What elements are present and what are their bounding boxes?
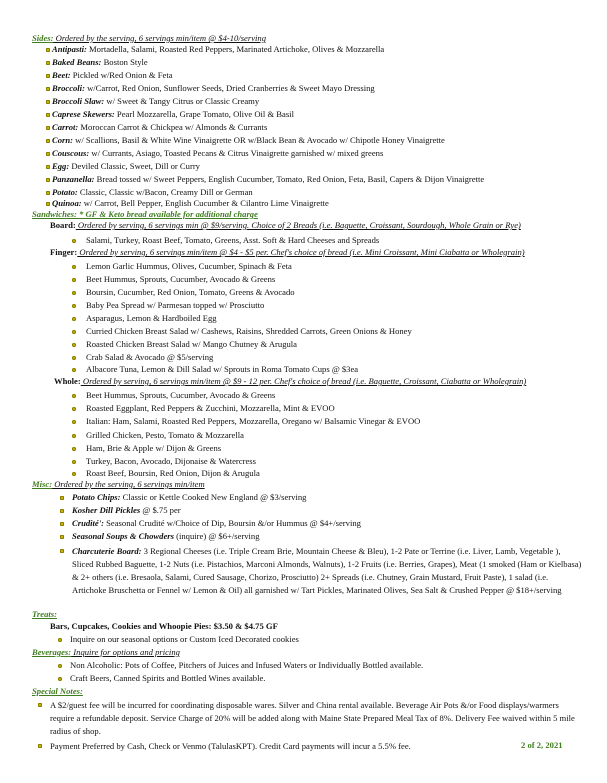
misc-item-desc: Seasonal Crudité w/Choice of Dip, Boursin &/or Hummus @ $4+/serving xyxy=(104,518,361,528)
misc-header: Misc: xyxy=(32,479,53,489)
side-item-name: Quinoa: xyxy=(52,198,82,208)
whole-item: Roasted Eggplant, Red Peppers & Zucchini, Mozzarella, Mint & EVOO xyxy=(86,403,335,413)
side-item-name: Couscous: xyxy=(52,148,90,158)
side-item-desc: w/Carrot, Red Onion, Sunflower Seeds, Dried Cranberries & Sweet Mayo Dressing xyxy=(84,83,375,93)
whole-line xyxy=(54,376,526,387)
side-item-name: Carrot: xyxy=(52,122,79,132)
bullet-icon xyxy=(72,330,76,334)
bullet-icon xyxy=(46,139,50,143)
side-item xyxy=(52,70,173,81)
misc-item xyxy=(72,492,306,503)
side-item-desc: Moroccan Carrot & Chickpea w/ Almonds & Currants xyxy=(78,122,268,132)
bullet-icon xyxy=(72,434,76,438)
finger-item: Boursin, Cucumber, Red Onion, Tomato, Greens & Avocado xyxy=(86,287,295,297)
misc-item-desc: @ $.75 per xyxy=(140,505,181,515)
side-item-name: Caprese Skewers: xyxy=(52,109,115,119)
side-item-name: Broccoli: xyxy=(52,83,85,93)
side-item xyxy=(52,161,200,172)
misc-item-name: Charcuterie Board: xyxy=(72,546,142,556)
beverages-header-line xyxy=(32,647,180,658)
bullet-icon xyxy=(46,100,50,104)
bullet-icon xyxy=(72,394,76,398)
bullet-icon xyxy=(72,291,76,295)
bullet-icon xyxy=(60,549,64,553)
side-item-desc: Boston Style xyxy=(101,57,148,67)
misc-item-name: Kosher Dill Pickles xyxy=(72,505,141,515)
side-item xyxy=(52,135,445,146)
side-item xyxy=(52,57,148,68)
misc-item-desc: Classic or Kettle Cooked New England @ $3/serving xyxy=(120,492,307,502)
bullet-icon xyxy=(46,87,50,91)
bullet-icon xyxy=(72,420,76,424)
bullet-icon xyxy=(38,744,42,748)
side-item-name: Egg: xyxy=(52,161,70,171)
special-note-item: Payment Preferred by Cash, Check or Venmo (TalulasKPT). Credit Card payments will incur a 5.5% fee. xyxy=(50,741,411,751)
bullet-icon xyxy=(72,317,76,321)
misc-item-name: Potato Chips: xyxy=(72,492,121,502)
misc-item-desc: 3 Regional Cheeses (i.e. Triple Cream Brie, Mountain Cheese & Bleu), 1-2 Pate or Terrine (i.e. Liver, Lamb, Vegetable ), Sliced Rubbed Baguette, 1-2 Nuts (i.e. Pistachios, Marconi Almonds, Walnuts), 1-2 Fruits (i.e. Berries, Grapes), Meat (1 smoked (Ham or Kielbasa) & 2+ others (i.e. Bresaola, Salami, Cured Sausage, Chorizo, Prosciutto) 2+ Spreads (i.e. Chutney, Grain Mustard, Fruit Paste), 1 salad (i.e. Artichoke Bruschetta or Fennel w/ Lemon & Oil) all garnished w/ Tart Pickles, Marinated Olives, Sea Salt & Crushed Pepper @ $18+/serving xyxy=(72,546,582,595)
misc-item xyxy=(72,531,260,542)
side-item-desc: Mortadella, Salami, Roasted Red Peppers, Marinated Artichoke, Olives & Mozzarella xyxy=(86,44,385,54)
bullet-icon xyxy=(72,447,76,451)
bullet-icon xyxy=(72,278,76,282)
misc-item xyxy=(72,518,361,529)
bullet-icon xyxy=(46,165,50,169)
bullet-icon xyxy=(60,535,64,539)
side-item-desc: Pearl Mozzarella, Grape Tomato, Olive Oil & Basil xyxy=(114,109,294,119)
bullet-icon xyxy=(60,522,64,526)
finger-line xyxy=(50,247,525,258)
misc-item-name: Crudité': xyxy=(72,518,104,528)
whole-label: Whole: xyxy=(54,376,81,386)
bullet-icon xyxy=(46,61,50,65)
bullet-icon xyxy=(72,407,76,411)
whole-item: Italian: Ham, Salami, Roasted Red Peppers, Mozzarella, Oregano w/ Balsamic Vinegar & EVOO xyxy=(86,416,421,426)
bullet-icon xyxy=(72,472,76,476)
bullet-icon xyxy=(60,509,64,513)
bullet-icon xyxy=(46,202,50,206)
bullet-icon xyxy=(46,74,50,78)
treats-header-line xyxy=(32,609,57,620)
board-label: Board: xyxy=(50,220,76,230)
misc-item-name: Seasonal Soups & Chowders xyxy=(72,531,174,541)
whole-item: Beet Hummus, Sprouts, Cucumber, Avocado & Greens xyxy=(86,390,276,400)
side-item-name: Beet: xyxy=(52,70,71,80)
bullet-icon xyxy=(72,265,76,269)
bullet-icon xyxy=(58,677,62,681)
bullet-icon xyxy=(72,239,76,243)
bullet-icon xyxy=(38,703,42,707)
bullet-icon xyxy=(72,304,76,308)
bullet-icon xyxy=(46,178,50,182)
whole-note: Ordered by serving, 6 servings min/item @ $9 - 12 per. Chef's choice of bread (i.e. Baguette, Croissant, Ciabatta or Wholegrain) xyxy=(80,376,527,386)
side-item xyxy=(52,187,253,198)
side-item xyxy=(52,96,259,107)
side-item xyxy=(52,174,484,185)
treats-header: Treats: xyxy=(32,609,57,619)
whole-item: Ham, Brie & Apple w/ Dijon & Greens xyxy=(86,443,222,453)
side-item xyxy=(52,122,267,133)
bullet-icon xyxy=(72,356,76,360)
bullet-icon xyxy=(46,113,50,117)
bullet-icon xyxy=(72,460,76,464)
bullet-icon xyxy=(58,664,62,668)
whole-item: Grilled Chicken, Pesto, Tomato & Mozzarella xyxy=(86,430,244,440)
finger-item: Crab Salad & Avocado @ $5/serving xyxy=(86,352,214,362)
bullet-icon xyxy=(46,152,50,156)
side-item-desc: w/ Carrot, Bell Pepper, English Cucumber & Cilantro Lime Vinaigrette xyxy=(81,198,329,208)
side-item xyxy=(52,83,375,94)
board-item: Salami, Turkey, Roast Beef, Tomato, Greens, Asst. Soft & Hard Cheeses and Spreads xyxy=(86,235,380,245)
bullet-icon xyxy=(46,191,50,195)
side-item-desc: Classic, Classic w/Bacon, Creamy Dill or German xyxy=(77,187,253,197)
beverages-header: Beverages: xyxy=(32,647,72,657)
misc-item xyxy=(72,505,181,516)
sandwiches-header: Sandwiches: * GF & Keto bread available for additional charge xyxy=(32,209,258,219)
treats-line1: Bars, Cupcakes, Cookies and Whoopie Pies: $3.50 & $4.75 GF xyxy=(50,621,278,631)
side-item xyxy=(52,148,383,159)
bullet-icon xyxy=(60,496,64,500)
bullet-icon xyxy=(46,126,50,130)
side-item-desc: w/ Sweet & Tangy Citrus or Classic Creamy xyxy=(104,96,260,106)
board-line xyxy=(50,220,521,231)
sides-header-line xyxy=(32,33,266,44)
side-item xyxy=(52,109,294,120)
sides-header: Sides: xyxy=(32,33,54,43)
side-item-desc: Bread tossed w/ Sweet Peppers, English Cucumber, Tomato, Red Onion, Feta, Basil, Capers & Dijon Vinaigrette xyxy=(94,174,485,184)
bullet-icon xyxy=(72,343,76,347)
finger-item: Lemon Garlic Hummus, Olives, Cucumber, Spinach & Feta xyxy=(86,261,292,271)
bullet-icon xyxy=(72,368,76,372)
side-item-name: Corn: xyxy=(52,135,74,145)
side-item-name: Broccoli Slaw: xyxy=(52,96,105,106)
special-header-line xyxy=(32,686,83,697)
side-item-name: Antipasti: xyxy=(52,44,87,54)
beverages-note: Inquire for options and pricing xyxy=(71,647,180,657)
beverage-item: Craft Beers, Canned Spirits and Bottled Wines available. xyxy=(70,673,266,683)
side-item xyxy=(52,198,329,209)
finger-item: Roasted Chicken Breast Salad w/ Mango Chutney & Arugula xyxy=(86,339,297,349)
beverage-item: Non Alcoholic: Pots of Coffee, Pitchers of Juices and Infused Waters or Individually Bottled available. xyxy=(70,660,424,670)
finger-label: Finger: xyxy=(50,247,78,257)
misc-item-desc: (inquire) @ $6+/serving xyxy=(173,531,260,541)
side-item-desc: w/ Scallions, Basil & White Wine Vinaigrette OR w/Black Bean & Avocado w/ Chipotle Honey Vinaigrette xyxy=(73,135,445,145)
finger-note: Ordered by serving, 6 servings min/item @ $4 - $5 per. Chef's choice of bread (i.e. Mini Croissant, Mini Ciabatta or Wholegrain) xyxy=(77,247,525,257)
misc-note: Ordered by the serving, 6 servings min/item xyxy=(52,479,205,489)
bullet-icon xyxy=(58,638,62,642)
board-note: Ordered by serving, 6 servings min @ $9/serving. Choice of 2 Breads (i.e. Baguette, Croissant, Sourdough, Whole Grain or Rye) xyxy=(75,220,521,230)
side-item xyxy=(52,44,384,55)
misc-header-line xyxy=(32,479,205,490)
page-number: 2 of 2, 2021 xyxy=(521,740,563,750)
treats-item: Inquire on our seasonal options or Custom Iced Decorated cookies xyxy=(70,634,299,644)
side-item-desc: Deviled Classic, Sweet, Dill or Curry xyxy=(69,161,200,171)
sides-note: Ordered by the serving, 6 servings min/item @ $4-10/serving xyxy=(53,33,267,43)
whole-item: Roast Beef, Boursin, Red Onion, Dijon & Arugula xyxy=(86,468,260,478)
special-header: Special Notes: xyxy=(32,686,83,696)
side-item-name: Panzanella: xyxy=(52,174,95,184)
bullet-icon xyxy=(46,48,50,52)
side-item-desc: w/ Currants, Asiago, Toasted Pecans & Citrus Vinaigrette garnished w/ mixed greens xyxy=(89,148,384,158)
finger-item: Curried Chicken Breast Salad w/ Cashews, Raisins, Shredded Carrots, Green Onions & Honey xyxy=(86,326,412,336)
finger-item: Albacore Tuna, Lemon & Dill Salad w/ Sprouts in Roma Tomato Cups @ $3ea xyxy=(86,364,359,374)
special-note-item: A $2/guest fee will be incurred for coordinating disposable wares. Silver and China rental available. Beverage Air Pots &/or Food displays/warmers require a refundable deposit. Service Charge of 20% will be added along with Maine State Prepared Meal Tax of 8%. Delivery Fee waived within 5 mile radius of shop. xyxy=(50,700,575,736)
side-item-name: Potato: xyxy=(52,187,78,197)
sandwiches-header-line xyxy=(32,209,258,220)
finger-item: Baby Pea Spread w/ Parmesan topped w/ Prosciutto xyxy=(86,300,265,310)
finger-item: Beet Hummus, Sprouts, Cucumber, Avocado & Greens xyxy=(86,274,276,284)
whole-item: Turkey, Bacon, Avocado, Dijonaise & Watercress xyxy=(86,456,256,466)
side-item-desc: Pickled w/Red Onion & Feta xyxy=(70,70,173,80)
side-item-name: Baked Beans: xyxy=(52,57,102,67)
misc-item xyxy=(72,545,584,597)
finger-item: Asparagus, Lemon & Hardboiled Egg xyxy=(86,313,217,323)
